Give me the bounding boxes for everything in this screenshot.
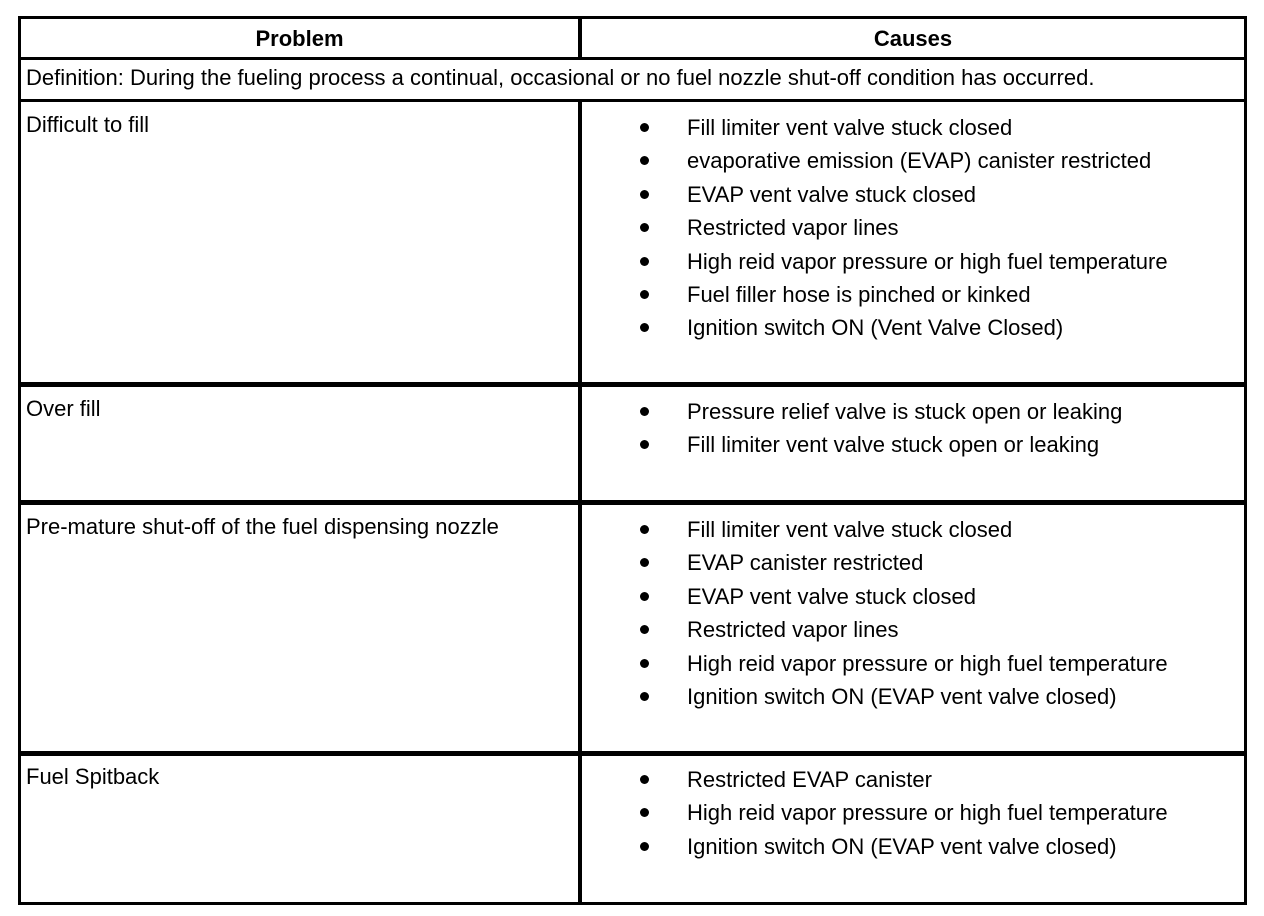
problem-fuel-spitback: Fuel Spitback: [26, 764, 160, 789]
list-item: [621, 278, 1168, 311]
bullet-icon: [640, 842, 649, 851]
cause-text: Fill limiter vent valve stuck closed: [687, 115, 1013, 140]
bullet-icon: [640, 808, 649, 817]
cause-text: EVAP vent valve stuck closed: [687, 583, 976, 609]
cause-text: EVAP canister restricted: [687, 550, 924, 576]
causes-list-fuel-spitback: [621, 763, 1168, 863]
bullet-icon: [640, 525, 649, 534]
cause-text: High reid vapor pressure or high fuel temperature: [687, 800, 1168, 826]
header-problem: Problem: [255, 26, 344, 51]
list-item: [621, 763, 1168, 796]
cause-text: Pressure relief valve is stuck open or leaking: [687, 399, 1123, 424]
list-item: [621, 311, 1168, 344]
bullet-icon: [640, 190, 649, 199]
bullet-icon: [640, 123, 649, 132]
cause-text: Ignition switch ON (Vent Valve Closed): [687, 315, 1064, 341]
causes-list-over-fill: [621, 395, 1122, 462]
bullet-icon: [640, 692, 649, 701]
cause-text: evaporative emission (EVAP) canister restricted: [687, 148, 1152, 174]
list-item: [621, 428, 1122, 461]
bullet-icon: [640, 257, 649, 266]
bullet-icon: [640, 440, 649, 449]
list-item: [621, 580, 1168, 613]
list-item: [621, 178, 1168, 211]
cause-text: Fill limiter vent valve stuck open or leaking: [687, 432, 1100, 458]
cause-text: EVAP vent valve stuck closed: [687, 181, 976, 207]
cause-text: Fuel filler hose is pinched or kinked: [687, 281, 1031, 307]
list-item: [621, 513, 1168, 546]
list-item: [621, 613, 1168, 646]
bullet-icon: [640, 323, 649, 332]
list-item: [621, 546, 1168, 579]
bullet-icon: [640, 290, 649, 299]
causes-list-premature-shutoff: [621, 513, 1168, 713]
bullet-icon: [640, 659, 649, 668]
bullet-icon: [640, 156, 649, 165]
bullet-icon: [640, 558, 649, 567]
cause-text: Fill limiter vent valve stuck closed: [687, 517, 1013, 542]
cause-text: Restricted vapor lines: [687, 617, 899, 643]
problem-difficult-to-fill: Difficult to fill: [26, 112, 150, 137]
cause-text: Ignition switch ON (EVAP vent valve closed): [687, 683, 1117, 709]
list-item: [621, 680, 1168, 713]
cause-text: High reid vapor pressure or high fuel temperature: [687, 650, 1168, 676]
row-divider-3: [21, 751, 1244, 756]
list-item: [621, 245, 1168, 278]
cause-text: Restricted vapor lines: [687, 215, 899, 241]
cause-text: Restricted EVAP canister: [687, 767, 932, 792]
problem-over-fill: Over fill: [26, 396, 101, 421]
list-item: [621, 395, 1122, 428]
bullet-icon: [640, 625, 649, 634]
row-divider-2: [21, 500, 1244, 505]
definition-text: Definition: During the fueling process a continual, occasional or no fuel nozzle shut-off condition has occurred.: [26, 65, 1095, 90]
list-item: [621, 144, 1168, 177]
bullet-icon: [640, 407, 649, 416]
bullet-icon: [640, 223, 649, 232]
list-item: [621, 830, 1168, 863]
bullet-icon: [640, 592, 649, 601]
column-divider-body: [578, 100, 582, 902]
diagnostic-table: [18, 16, 1247, 905]
row-divider-1: [21, 382, 1244, 387]
cause-text: High reid vapor pressure or high fuel temperature: [687, 248, 1168, 274]
list-item: [621, 796, 1168, 829]
cause-text: Ignition switch ON (EVAP vent valve closed): [687, 833, 1117, 859]
list-item: [621, 211, 1168, 244]
definition-divider: [21, 99, 1244, 102]
causes-list-difficult-to-fill: [621, 111, 1168, 345]
list-item: [621, 647, 1168, 680]
list-item: [621, 111, 1168, 144]
problem-premature-shutoff: Pre-mature shut-off of the fuel dispensing nozzle: [26, 514, 499, 539]
bullet-icon: [640, 775, 649, 784]
header-causes: Causes: [873, 26, 953, 51]
